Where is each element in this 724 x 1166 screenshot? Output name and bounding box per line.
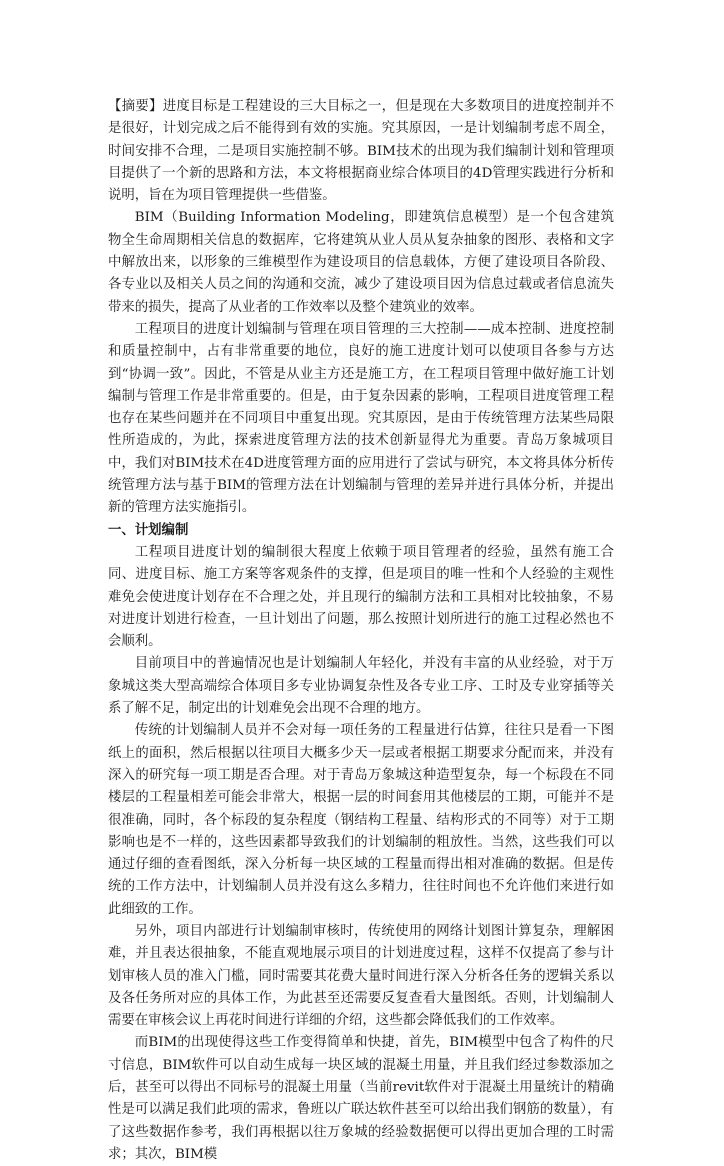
- section-paragraph: 工程项目进度计划的编制很大程度上依赖于项目管理者的经验，虽然有施工合同、进度目标、施工方案等客观条件的支撑，但是项目的唯一性和个人经验的主观性难免会使进度计划存在不合理之处，并且现行的编制方法和工具相对比较抽象，不易对进度计划进行检查，一旦计划出了问题，那么按照计划所进行的施工过程必然也不会顺利。: [108, 544, 614, 650]
- intro-paragraph-schedule-management: 工程项目的进度计划编制与管理在项目管理的三大控制——成本控制、进度控制和质量控制中，占有非常重要的地位，良好的施工进度计划可以使项目各参与方达到“协调一致”。因此，不管是从业主方还是施工方，在工程项目管理中做好施工计划编制与管理工作是非常重要的。但是，由于复杂因素的影响，工程项目进度管理工程也存在某些问题并在不同项目中重复出现。究其原因，是由于传统管理方法某些局限性所造成的，为此，探索进度管理方法的技术创新显得尤为重要。青岛万象城项目中，我们对BIM技术在4D进度管理方面的应用进行了尝试与研究，本文将具体分析传统管理方法与基于BIM的管理方法在计划编制与管理的差异并进行具体分析，并提出新的管理方法实施指引。: [108, 321, 614, 516]
- section-heading-plan-compilation: 一、计划编制: [108, 522, 189, 538]
- section-paragraph: 目前项目中的普遍情况也是计划编制人年轻化，并没有丰富的从业经验，对于万象城这类大型高端综合体项目多专业协调复杂性及各专业工序、工时及专业穿插等关系了解不足，制定出的计划难免会出现不合理的地方。: [108, 656, 614, 717]
- abstract-paragraph: [108, 96, 614, 207]
- document-page: [108, 96, 614, 1166]
- abstract-text: 进度目标是工程建设的三大目标之一，但是现在大多数项目的进度控制并不是很好，计划完成之后不能得到有效的实施。究其原因，一是计划编制考虑不周全，时间安排不合理，二是项目实施控制不够。BIM技术的出现为我们编制计划和管理项目提供了一个新的思路和方法，本文将根据商业综合体项目的4D管理实践进行分析和说明，旨在为项目管理提供一些借鉴。: [108, 99, 614, 204]
- section-paragraph: 传统的计划编制人员并不会对每一项任务的工程量进行估算，往往只是看一下图纸上的面积，然后根据以往项目大概多少天一层或者根据工期要求分配而来，并没有深入的研究每一项工期是否合理。对于青岛万象城这种造型复杂，每一个标段在不同楼层的工程量相差可能会非常大，根据一层的时间套用其他楼层的工期，可能并不是很准确，同时，各个标段的复杂程度（钢结构工程量、结构形式的不同等）对于工期影响也是不一样的，这些因素都导致我们的计划编制的粗放性。当然，这些我们可以通过仔细的查看图纸，深入分析每一块区域的工程量而得出相对准确的数据。但是传统的工作方法中，计划编制人员并没有这么多精力，往往时间也不允许他们来进行如此细致的工作。: [108, 723, 614, 917]
- section-paragraph: 另外，项目内部进行计划编制审核时，传统使用的网络计划图计算复杂，理解困难，并且表达很抽象，不能直观地展示项目的计划进度过程，这样不仅提高了参与计划审核人员的准入门槛，同时需要其花费大量时间进行深入分析各任务的逻辑关系以及各任务所对应的具体工作，为此甚至还需要反复查看大量图纸。否则，计划编制人需要在审核会议上再花时间进行详细的介绍，这些都会降低我们的工作效率。: [108, 923, 614, 1029]
- intro-paragraph-bim-definition: BIM（Building Information Modeling，即建筑信息模型）是一个包含建筑物全生命周期相关信息的数据库，它将建筑从业人员从复杂抽象的图形、表格和文字中解放出来，以形象的三维模型作为建设项目的信息载体，方便了建设项目各阶段、各专业以及相关人员之间的沟通和交流，减少了建设项目因为信息过载或者信息流失带来的损失，提高了从业者的工作效率以及整个建筑业的效率。: [108, 210, 614, 315]
- section-paragraph: 而BIM的出现使得这些工作变得简单和快捷，首先，BIM模型中包含了构件的尺寸信息，BIM软件可以自动生成每一块区域的混凝土用量，并且我们经过参数添加之后，甚至可以得出不同标号的混凝土用量（当前revit软件对于混凝土用量统计的精确性是可以满足我们此项的需求，鲁班以广联达软件甚至可以给出我们钢筋的数量），有了这些数据作参考，我们再根据以往万象城的经验数据便可以得出更加合理的工时需求；其次，BIM模: [108, 1035, 614, 1162]
- abstract-label: 【摘要】: [108, 99, 163, 114]
